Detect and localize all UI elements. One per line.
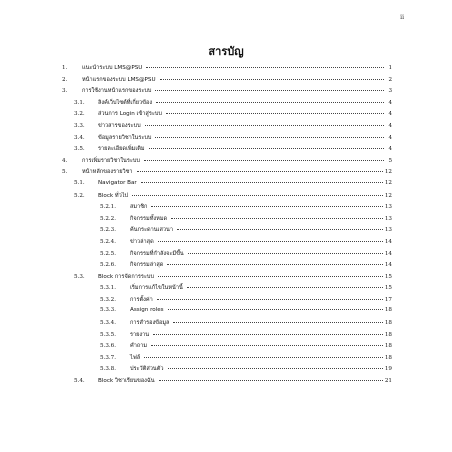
dot-leader bbox=[155, 90, 384, 91]
toc-entry-number: 5.3.7. bbox=[100, 354, 117, 361]
dot-leader bbox=[151, 345, 383, 346]
toc-entry-page: 2 bbox=[388, 76, 392, 83]
toc-entry-page: 12 bbox=[384, 192, 392, 199]
dot-leader bbox=[153, 334, 383, 335]
toc-entry-label: เริ่มการแก้ไขในหน้านี้ bbox=[130, 285, 183, 292]
toc-entry[interactable] bbox=[62, 76, 392, 88]
toc-entry-page: 18 bbox=[384, 307, 392, 314]
toc-entry[interactable] bbox=[62, 157, 392, 169]
dot-leader bbox=[149, 148, 384, 149]
toc-entry-page: 15 bbox=[384, 273, 392, 280]
dot-leader bbox=[156, 102, 384, 103]
dot-leader bbox=[158, 241, 383, 242]
toc-entry-number: 3.2. bbox=[74, 111, 85, 118]
toc-entry[interactable] bbox=[62, 261, 392, 273]
toc-entry-number: 5.2. bbox=[74, 192, 85, 199]
toc-entry-number: 5.2.6. bbox=[100, 262, 117, 269]
toc-entry-page: 15 bbox=[384, 285, 392, 292]
toc-entry-label: คำถาม bbox=[130, 343, 148, 350]
toc-entry[interactable] bbox=[62, 365, 392, 377]
toc-entry-label: ค้นกระดานเสวนา bbox=[130, 227, 173, 234]
toc-entry[interactable] bbox=[62, 377, 392, 389]
toc-entry-label: กิจกรรมล่าสุด bbox=[130, 262, 164, 269]
table-of-contents bbox=[62, 64, 392, 389]
toc-entry-page: 14 bbox=[384, 238, 392, 245]
dot-leader bbox=[141, 182, 383, 183]
toc-entry-label: ประวัติส่วนตัว bbox=[130, 366, 164, 373]
toc-entry-page: 21 bbox=[384, 378, 392, 385]
toc-entry-label: แนะนำระบบ LMS@PSU bbox=[82, 65, 143, 71]
dot-leader bbox=[171, 218, 383, 219]
dot-leader bbox=[160, 79, 384, 80]
toc-entry-page: 4 bbox=[388, 122, 392, 129]
toc-entry-page: 4 bbox=[388, 146, 392, 153]
toc-entry-label: Navigator Bar bbox=[98, 179, 137, 186]
toc-entry-page: 4 bbox=[388, 134, 392, 141]
dot-leader bbox=[137, 171, 383, 172]
dot-leader bbox=[157, 299, 383, 300]
toc-entry-number: 5.3.2. bbox=[100, 296, 117, 303]
toc-entry-number: 5.3.8. bbox=[100, 366, 117, 373]
toc-entry-page: 12 bbox=[384, 179, 392, 186]
toc-entry-page: 19 bbox=[384, 366, 392, 373]
dot-leader bbox=[151, 206, 382, 207]
toc-entry[interactable] bbox=[62, 134, 392, 146]
dot-leader bbox=[167, 264, 383, 265]
toc-entry-label: สมาชิก bbox=[130, 204, 148, 211]
toc-entry[interactable] bbox=[62, 215, 392, 227]
dot-leader bbox=[158, 276, 383, 277]
toc-entry[interactable] bbox=[62, 64, 392, 76]
toc-entry-number: 5.2.4. bbox=[100, 238, 117, 245]
toc-entry[interactable] bbox=[62, 122, 392, 134]
toc-entry-number: 5.3.3. bbox=[100, 307, 117, 314]
toc-entry-number: 3. bbox=[62, 88, 68, 95]
dot-leader bbox=[173, 322, 382, 323]
toc-entry-page: 13 bbox=[384, 215, 392, 222]
toc-entry[interactable] bbox=[62, 307, 392, 319]
toc-entry-number: 5.3.4. bbox=[100, 320, 117, 327]
toc-entry-page: 4 bbox=[388, 99, 392, 106]
toc-entry[interactable] bbox=[62, 87, 392, 99]
dot-leader bbox=[132, 195, 383, 196]
toc-entry[interactable] bbox=[62, 192, 392, 204]
toc-entry-label: กิจกรรมทั้งหมด bbox=[130, 215, 168, 222]
toc-entry-page: 4 bbox=[388, 111, 392, 118]
toc-entry[interactable] bbox=[62, 284, 392, 296]
toc-entry-page: 12 bbox=[384, 169, 392, 176]
toc-entry[interactable] bbox=[62, 273, 392, 285]
dot-leader bbox=[144, 357, 383, 358]
dot-leader bbox=[144, 160, 384, 161]
toc-entry-label: รายละเอียดเพิ่มเติม bbox=[98, 146, 145, 153]
toc-entry-number: 5.2.2. bbox=[100, 215, 117, 222]
toc-entry[interactable] bbox=[62, 238, 392, 250]
toc-entry[interactable] bbox=[62, 250, 392, 262]
toc-entry-page: 17 bbox=[384, 296, 392, 303]
toc-entry[interactable] bbox=[62, 296, 392, 308]
toc-entry-label: ไฟล์ bbox=[130, 354, 141, 361]
page-title: สารบัญ bbox=[208, 45, 244, 58]
toc-entry-number: 2. bbox=[62, 76, 68, 83]
toc-entry-page: 14 bbox=[384, 262, 392, 269]
toc-entry-page: 5 bbox=[388, 157, 392, 164]
toc-entry-label: หน้าแรกของระบบ LMS@PSU bbox=[82, 76, 156, 83]
toc-entry[interactable] bbox=[62, 331, 392, 343]
toc-entry-label: ลิงค์เว็บไซต์ที่เกี่ยวข้อง bbox=[98, 99, 153, 106]
toc-entry-number: 5.4. bbox=[74, 378, 85, 385]
toc-entry[interactable] bbox=[62, 145, 392, 157]
toc-entry-page: 13 bbox=[384, 227, 392, 234]
toc-entry-page: 1 bbox=[388, 65, 392, 71]
toc-entry-number: 3.3. bbox=[74, 122, 85, 129]
dot-leader bbox=[145, 125, 384, 126]
dot-leader bbox=[159, 380, 383, 381]
dot-leader bbox=[168, 368, 383, 369]
toc-entry-label: การสำรองข้อมูล bbox=[130, 320, 170, 327]
toc-entry[interactable] bbox=[62, 342, 392, 354]
toc-entry-label: กิจกรรมที่กำลังจะมีขึ้น bbox=[130, 250, 184, 257]
toc-entry[interactable] bbox=[62, 354, 392, 366]
toc-entry-number: 5.2.5. bbox=[100, 250, 117, 257]
toc-entry-page: 18 bbox=[384, 320, 392, 327]
toc-entry-page: 18 bbox=[384, 354, 392, 361]
toc-entry-number: 5.1. bbox=[74, 179, 85, 186]
toc-entry-label: Assign roles bbox=[130, 307, 164, 314]
toc-entry-page: 18 bbox=[384, 331, 392, 338]
toc-entry-number: 4. bbox=[62, 157, 68, 164]
toc-entry-label: รายงาน bbox=[130, 331, 150, 338]
dot-leader bbox=[177, 229, 383, 230]
toc-entry-label: การเพิ่มรายวิชาในระบบ bbox=[82, 157, 140, 164]
toc-entry-label: การตั้งค่า bbox=[130, 296, 153, 303]
toc-entry[interactable] bbox=[62, 203, 392, 215]
toc-entry-label: ข่าวสารของระบบ bbox=[98, 122, 141, 129]
toc-entry-number: 3.5. bbox=[74, 146, 85, 153]
toc-entry-label: Block การจัดการระบบ bbox=[98, 273, 154, 280]
toc-entry-number: 5.2.3. bbox=[100, 227, 117, 234]
toc-entry[interactable] bbox=[62, 110, 392, 122]
toc-entry-number: 5. bbox=[62, 169, 68, 176]
toc-entry-number: 5.2.1. bbox=[100, 204, 117, 211]
toc-entry-number: 5.3.6. bbox=[100, 343, 117, 350]
dot-leader bbox=[187, 287, 383, 288]
toc-entry-number: 5.3. bbox=[74, 273, 85, 280]
dot-leader bbox=[146, 67, 384, 68]
dot-leader bbox=[155, 137, 384, 138]
toc-entry[interactable] bbox=[62, 180, 392, 192]
toc-entry-number: 5.3.5. bbox=[100, 331, 117, 338]
toc-entry-number: 3.1. bbox=[74, 99, 85, 106]
toc-entry-page: 13 bbox=[384, 204, 392, 211]
dot-leader bbox=[188, 253, 383, 254]
toc-entry[interactable] bbox=[62, 226, 392, 238]
toc-entry-label: ข่าวล่าสุด bbox=[130, 238, 154, 245]
toc-entry-label: ส่วนการ Login เข้าสู่ระบบ bbox=[98, 111, 162, 118]
toc-entry-label: หน้าหลักของรายวิชา bbox=[82, 169, 133, 176]
toc-entry-page: 14 bbox=[384, 250, 392, 257]
toc-entry-number: 1. bbox=[62, 65, 68, 71]
page-number: ii bbox=[400, 14, 404, 21]
toc-entry[interactable] bbox=[62, 319, 392, 331]
dot-leader bbox=[168, 309, 383, 310]
toc-entry-label: Block วิชาเรียนของฉัน bbox=[98, 378, 155, 385]
toc-entry-label: Block ทั่วไป bbox=[98, 192, 129, 199]
toc-entry-label: การใช้งานหน้าแรกของระบบ bbox=[82, 88, 152, 95]
toc-entry-number: 3.4. bbox=[74, 134, 85, 141]
toc-entry-number: 5.3.1. bbox=[100, 285, 117, 292]
toc-entry-page: 18 bbox=[384, 343, 392, 350]
toc-entry[interactable] bbox=[62, 99, 392, 111]
toc-entry[interactable] bbox=[62, 168, 392, 180]
dot-leader bbox=[166, 113, 384, 114]
toc-entry-page: 3 bbox=[388, 88, 392, 95]
toc-entry-label: ข้อมูลรายวิชาในระบบ bbox=[98, 134, 152, 141]
